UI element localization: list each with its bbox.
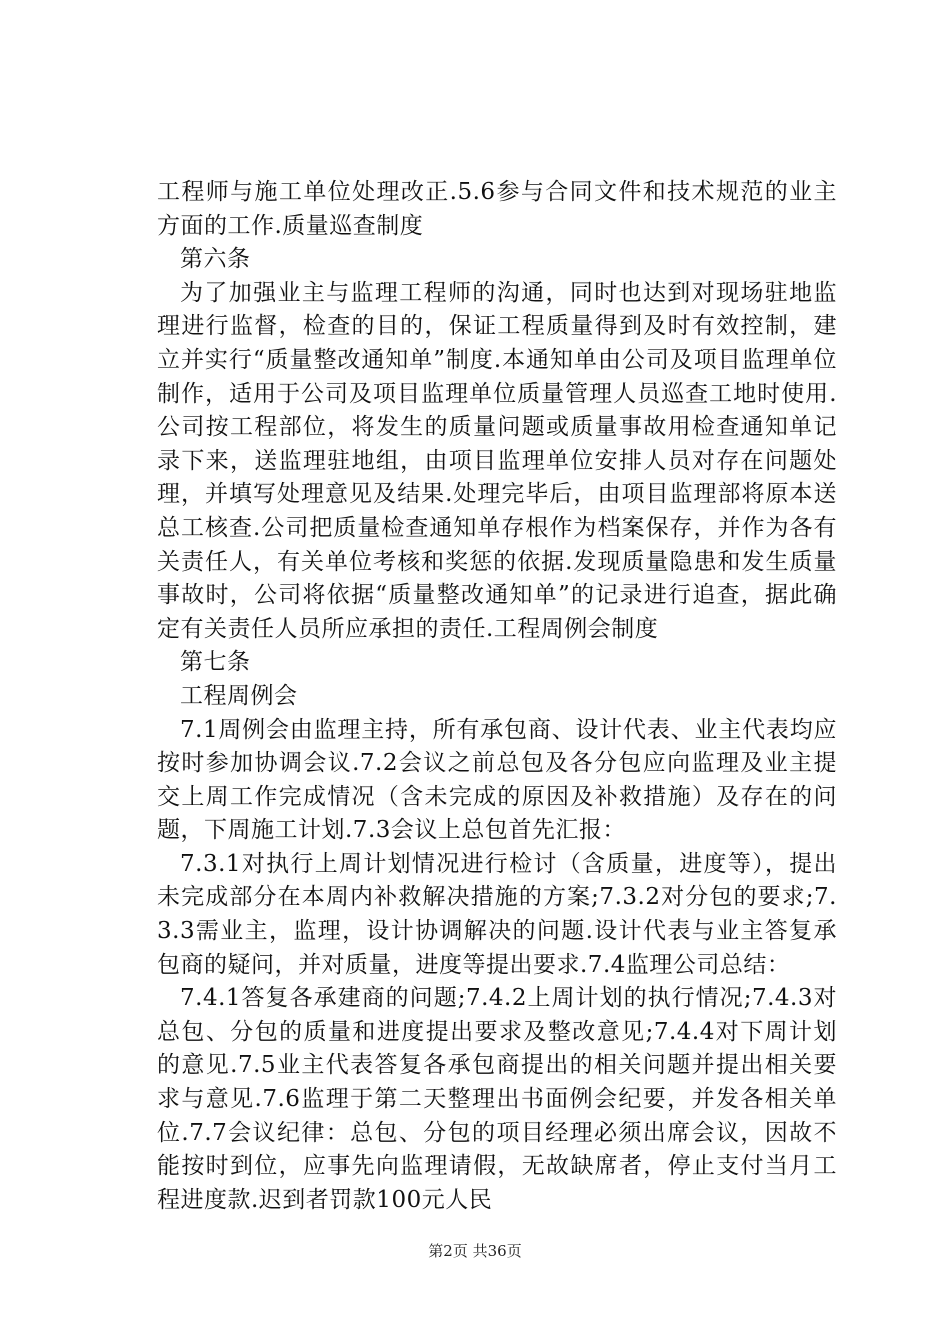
paragraph-contractor-report: 7.3.1对执行上周计划情况进行检讨（含质量，进度等），提出未完成部分在本周内补救解决措施的方案;7.3.2对分包的要求;7.3.3需业主，监理，设计协调解决的问题.设计代表与业主答复承包商的疑问，并对质量，进度等提出要求.7.4监理公司总结： xyxy=(157,850,837,978)
page-number-footer: 第2页 共36页 xyxy=(428,1242,522,1260)
paragraph-supervisor-summary: 7.4.1答复各承建商的问题;7.4.2上周计划的执行情况;7.4.3对总包、分包的质量和进度提出要求及整改意见;7.4.4对下周计划的意见.7.5业主代表答复各承包商提出的相关问题并提出相关要求与意见.7.6监理于第二天整理出书面例会纪要，并发各相关单位.7.7会议纪律：总包、分包的项目经理必须出席会议，因故不能按时到位，应事先向监理请假，无故缺席者，停止支付当月工程进度款.迟到者罚款100元人民 xyxy=(157,985,837,1213)
document-body xyxy=(157,176,837,1217)
paragraph-quality-inspection: 为了加强业主与监理工程师的沟通，同时也达到对现场驻地监理进行监督，检查的目的，保证工程质量得到及时有效控制，建立并实行“质量整改通知单”制度.本通知单由公司及项目监理单位制作，适用于公司及项目监理单位质量管理人员巡查工地时使用.公司按工程部位，将发生的质量问题或质量事故用检查通知单记录下来，送监理驻地组，由项目监理单位安排人员对存在问题处理，并填写处理意见及结果.处理完毕后，由项目监理部将原本送总工核查.公司把质量检查通知单存根作为档案保存，并作为各有关责任人，有关单位考核和奖惩的依据.发现质量隐患和发生质量事故时，公司将依据“质量整改通知单”的记录进行追查，据此确定有关责任人员所应承担的责任.工程周例会制度 xyxy=(157,279,837,642)
paragraph-weekly-meeting-rules: 7.1周例会由监理主持，所有承包商、设计代表、业主代表均应按时参加协调会议.7.2会议之前总包及各分包应向监理及业主提交上周工作完成情况（含未完成的原因及补救措施）及存在的问题，下周施工计划.7.3会议上总包首先汇报： xyxy=(157,716,837,844)
article-heading-6: 第六条 xyxy=(180,246,251,273)
article-heading-7: 第七条 xyxy=(180,649,251,676)
paragraph-continuation: 工程师与施工单位处理改正.5.6参与合同文件和技术规范的业主方面的工作.质量巡查制度 xyxy=(157,179,837,239)
section-heading-weekly-meeting: 工程周例会 xyxy=(180,682,298,709)
